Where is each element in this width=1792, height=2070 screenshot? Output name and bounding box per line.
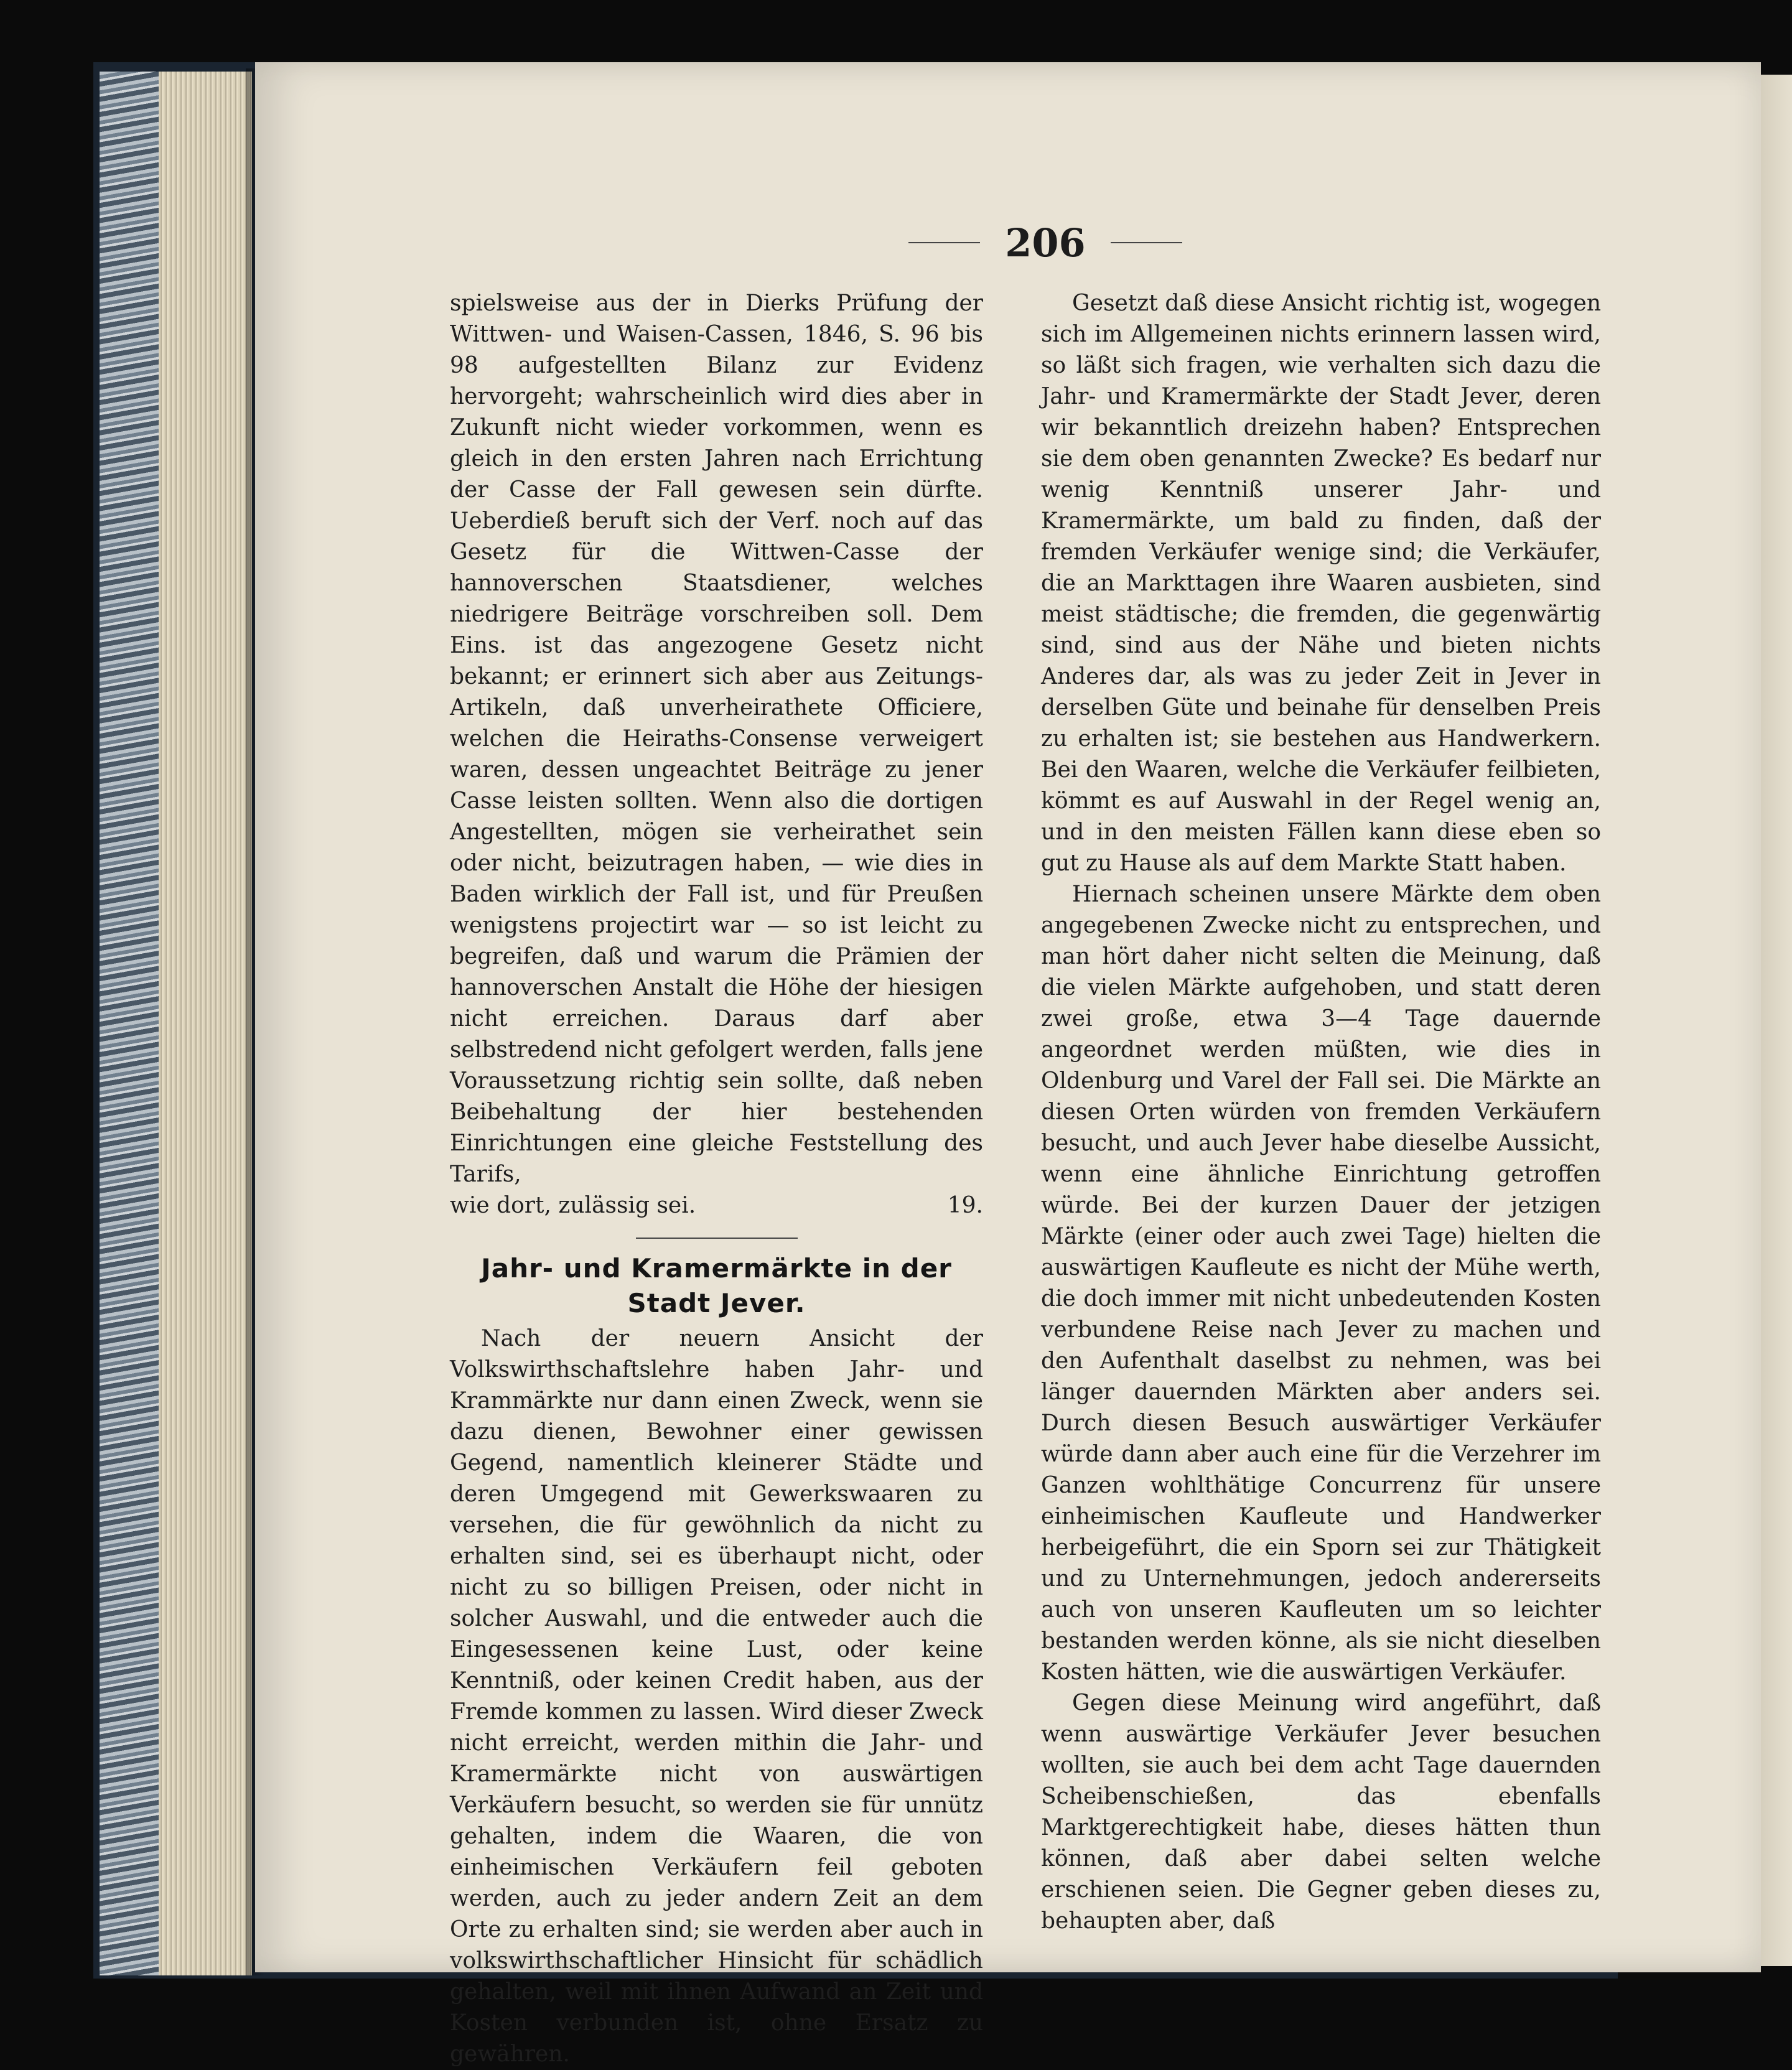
section-divider (636, 1238, 798, 1239)
page-header (865, 221, 1226, 264)
marbled-cover-edge (100, 72, 159, 1975)
paragraph: Gegen diese Meinung wird angeführt, daß wenn auswärtige Verkäufer Jever besuchen wollten, sie auch bei dem acht Tage dauernden Scheibenschießen, das ebenfalls Marktgerechtigkeit habe, dieses hätten thun können, daß aber dabei selten welche erschienen seien. Die Gegner geben dieses zu, behaupten aber, daß (1041, 1690, 1601, 1934)
paragraph: spielsweise aus der in Dierks Prüfung der Wittwen- und Waisen-Cassen, 1846, S. 96 bis 98 aufgestellten Bilanz zur Evidenz hervorgeht; wahrscheinlich wird dies aber in Zukunft nicht wieder vorkommen, wenn es gleich in den ersten Jahren nach Errichtung der Casse der Fall gewesen sein dürfte. Ueberdieß beruft sich der Verf. noch auf das Gesetz für die Wittwen-Casse der hannoverschen Staatsdiener, welches niedrigere Beiträge vorschreiben soll. Dem Eins. ist das angezogene Gesetz nicht bekannt; er erinnert sich aber aus Zeitungs-Artikeln, daß unverheirathete Officiere, welchen die Heiraths-Consense verweigert waren, dessen ungeachtet Beiträge zu jener Casse leisten sollten. Wenn also die dortigen Angestellten, mögen sie verheirathet sein oder nicht, beizutragen haben, — wie dies in Baden wirklich der Fall ist, und für Preußen wenigstens projectirt war — so ist leicht zu begreifen, daß und warum die Prämien der hannoverschen Anstalt die Höhe der hiesigen nicht erreichen. Daraus darf aber selbstredend nicht gefolgert werden, falls jene Voraussetzung richtig sein sollte, daß neben Beibehaltung der hier bestehenden Einrichtungen eine gleiche Feststellung des Tarifs, (450, 291, 983, 1187)
article-title: Jahr- und Kramermärkte in der Stadt Jever. (481, 1253, 952, 1318)
header-rule-left (908, 242, 980, 243)
paragraph: Hiernach scheinen unsere Märkte dem oben angegebenen Zwecke nicht zu entsprechen, und man hört daher nicht selten die Meinung, daß die vielen Märkte aufgehoben, und statt deren zwei große, etwa 3—4 Tage dauernde angeordnet werden müßten, wie dies in Oldenburg und Varel der Fall sei. Die Märkte an diesen Orten würden von fremden Verkäufern besucht, und auch Jever habe dieselbe Aussicht, wenn eine ähnliche Einrichtung getroffen würde. Bei der kurzen Dauer der jetzigen Märkte (einer oder auch zwei Tage) hielten die auswärtigen Kaufleute es nicht der Mühe werth, die doch immer mit nicht unbedeutenden Kosten verbundene Reise nach Jever zu machen und den Aufenthalt daselbst zu nehmen, was bei länger dauernden Märkten aber anders sei. Durch diesen Besuch auswärtiger Verkäufer würde dann aber auch eine für die Verzehrer im Ganzen wohlthätige Concurrenz für unsere einheimischen Kaufleute und Handwerker herbeigeführt, die ein Sporn sei zur Thätigkeit und zu Unternehmungen, jedoch andererseits auch von unseren Kaufleuten um so leichter bestanden werden könne, als sie nicht dieselben Kosten hätten, wie die auswärtigen Verkäufer. (1041, 882, 1601, 1685)
signature: 19. (947, 1193, 983, 1218)
closing-line (450, 1190, 983, 1221)
paragraph: Nach der neuern Ansicht der Volkswirthschaftslehre haben Jahr- und Krammärkte nur dann einen Zweck, wenn sie dazu dienen, Bewohner einer gewissen Gegend, namentlich kleinerer Städte und deren Umgegend mit Gewerkswaaren zu versehen, die für gewöhnlich da nicht zu erhalten sind, sei es überhaupt nicht, oder nicht zu so billigen Preisen, oder nicht in solcher Auswahl, und die entweder auch die Eingesessenen keine Lust, oder keine Kenntniß, oder keinen Credit haben, aus der Fremde kommen zu lassen. Wird dieser Zweck nicht erreicht, werden mithin die Jahr- und Kramermärkte nicht von auswärtigen Verkäufern besucht, so werden sie für unnütz gehalten, indem die Waaren, die von einheimischen Verkäufern feil geboten werden, auch zu jeder andern Zeit an dem Orte zu erhalten sind; sie werden aber auch in volkswirthschaftlicher Hinsicht für schädlich gehalten, weil mit ihnen Aufwand an Zeit und Kosten verbunden ist, ohne Ersatz zu gewähren. (450, 1326, 983, 2067)
closing-text: wie dort, zulässig sei. (450, 1193, 696, 1218)
left-column (450, 288, 983, 2070)
right-column (1041, 288, 1601, 1937)
page-edges (159, 72, 252, 1975)
page-number: 206 (1005, 220, 1086, 266)
header-rule-right (1111, 242, 1182, 243)
paragraph: Gesetzt daß diese Ansicht richtig ist, wogegen sich im Allgemeinen nichts erinnern lassen wird, so läßt sich fragen, wie verhalten sich dazu die Jahr- und Kramermärkte der Stadt Jever, deren wir bekanntlich dreizehn haben? Entsprechen sie dem oben genannten Zwecke? Es bedarf nur wenig Kenntniß unserer Jahr- und Kramermärkte, um bald zu finden, daß der fremden Verkäufer wenige sind; die Verkäufer, die an Markttagen ihre Waaren ausbieten, sind meist städtische; die fremden, die gegenwärtig sind, sind aus der Nähe und bieten nichts Anderes dar, als was zu jeder Zeit in Jever in derselben Güte und beinahe für denselben Preis zu erhalten ist; sie bestehen aus Handwerkern. Bei den Waaren, welche die Verkäufer feilbieten, kömmt es auf Auswahl in der Regel wenig an, und in den meisten Fällen kann diese eben so gut zu Hause als auf dem Markte Statt haben. (1041, 291, 1601, 876)
